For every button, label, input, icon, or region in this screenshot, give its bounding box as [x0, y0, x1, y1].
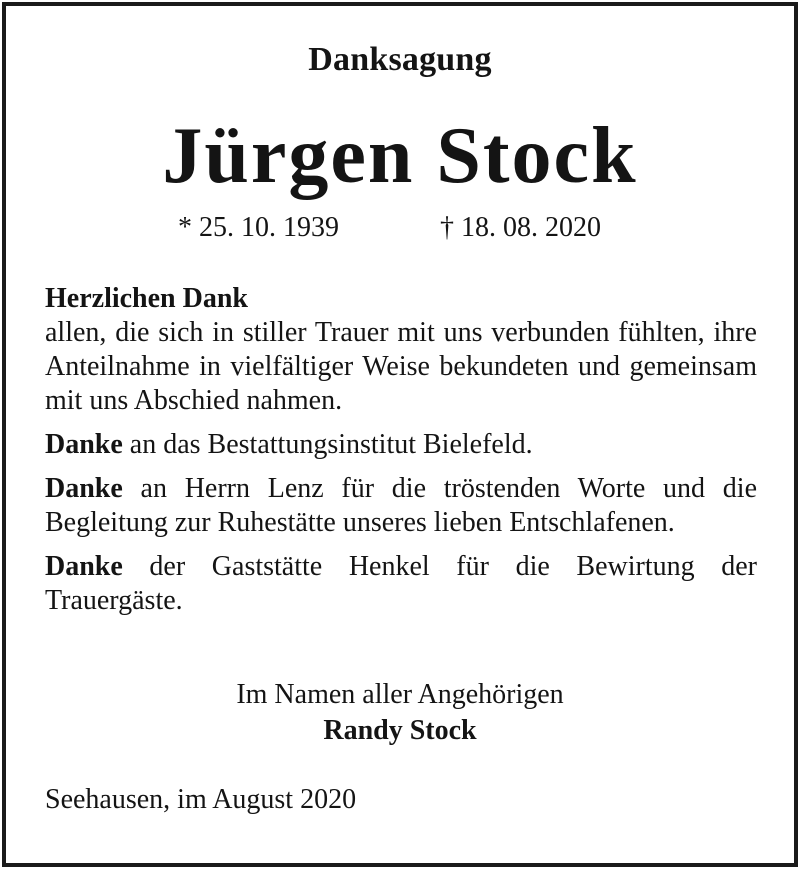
thanks-title: Herzlichen Dank [45, 283, 248, 314]
signer-name: Randy Stock [323, 715, 477, 746]
death-date: † 18. 08. 2020 [440, 212, 601, 243]
thanks-lead: Danke [45, 473, 123, 504]
place-and-date: Seehausen, im August 2020 [45, 784, 357, 815]
intro-paragraph: allen, die sich in stiller Trauer mit uns verbunden fühlten, ihre Anteilnahme in vielfältiger Weise bekundeten und gemeinsam mit uns Abschied nahmen. [45, 317, 757, 416]
thanks-paragraph-restaurant [45, 550, 757, 618]
thanks-paragraph-speaker [45, 472, 757, 540]
thanks-paragraph-funeral-home [45, 428, 757, 462]
thanks-lead: Danke [45, 429, 123, 460]
thanks-text: an das Bestattungsinstitut Bielefeld. [122, 429, 533, 460]
thanks-text: der Gaststätte Henkel für die Bewirtung der Trauergäste. [45, 551, 757, 616]
signature-block [0, 677, 800, 749]
thanks-text: an Herrn Lenz für die tröstenden Worte und die Begleitung zur Ruhestätte unseres lieben Entschlafenen. [45, 473, 757, 538]
notice-heading: Danksagung [308, 41, 492, 78]
birth-date: * 25. 10. 1939 [178, 212, 339, 243]
notice-body [45, 282, 757, 618]
deceased-name: Jürgen Stock [162, 112, 638, 200]
thanks-lead: Danke [45, 551, 123, 582]
on-behalf-line: Im Namen aller Angehörigen [236, 679, 564, 710]
